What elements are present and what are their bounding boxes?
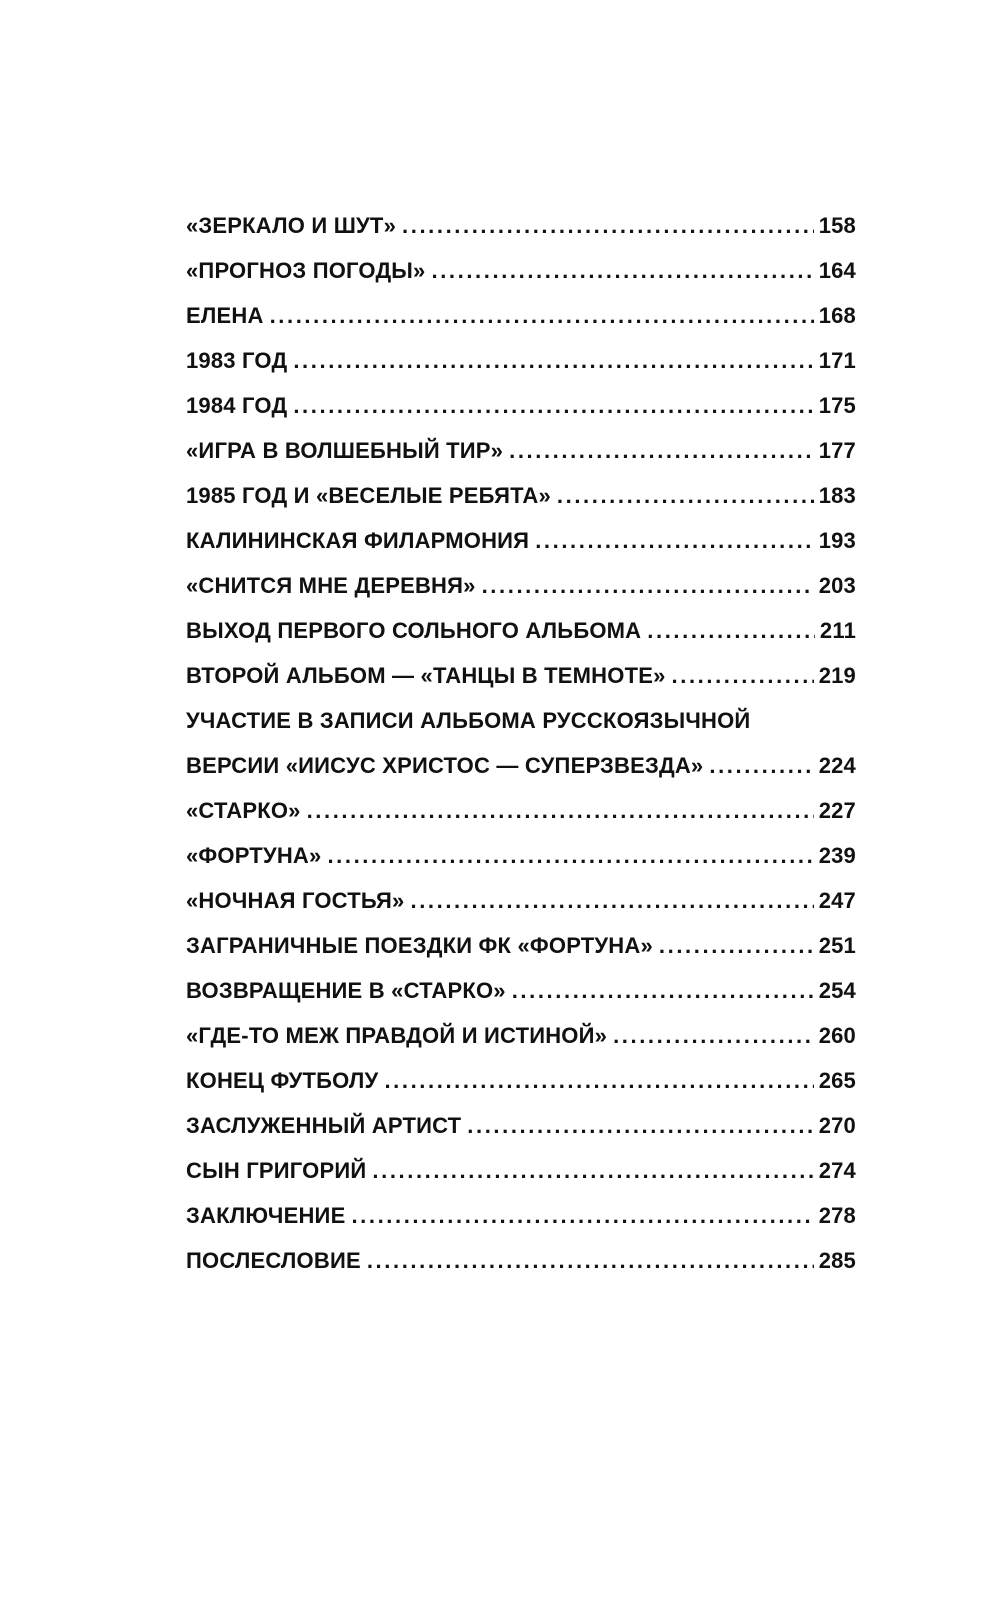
toc-entry xyxy=(186,563,856,608)
dot-leader xyxy=(411,878,814,923)
dot-leader xyxy=(613,1013,814,1058)
toc-entry-page: 203 xyxy=(818,573,856,598)
toc-entry-title: «ИГРА В ВОЛШЕБНЫЙ ТИР» xyxy=(186,438,504,463)
dot-leader xyxy=(482,563,814,608)
toc-entry-title: «НОЧНАЯ ГОСТЬЯ» xyxy=(186,888,405,913)
toc-entry-page: 260 xyxy=(818,1023,856,1048)
toc-entry xyxy=(186,203,856,248)
toc-entry xyxy=(186,653,856,698)
toc-entry-page: 224 xyxy=(818,753,856,778)
dot-leader xyxy=(557,473,814,518)
dot-leader xyxy=(647,608,815,653)
toc-entry-title: 1983 ГОД xyxy=(186,348,288,373)
toc-entry-page: 251 xyxy=(818,933,856,958)
toc-entry-page: 158 xyxy=(818,213,856,238)
toc-entry-title: 1984 ГОД xyxy=(186,393,288,418)
toc-entry xyxy=(186,788,856,833)
toc-entry xyxy=(186,878,856,923)
toc-entry-page: 254 xyxy=(818,978,856,1003)
dot-leader xyxy=(659,923,814,968)
dot-leader xyxy=(432,248,814,293)
toc-entry-title: ПОСЛЕСЛОВИЕ xyxy=(186,1248,361,1273)
dot-leader xyxy=(384,1058,813,1103)
toc-entry-page: 177 xyxy=(818,438,856,463)
toc-entry xyxy=(186,1193,856,1238)
toc-entry xyxy=(186,833,856,878)
toc-entry-page: 247 xyxy=(818,888,856,913)
toc-entry-page: 219 xyxy=(818,663,856,688)
toc-entry xyxy=(186,248,856,293)
dot-leader xyxy=(270,293,814,338)
dot-leader xyxy=(372,1148,813,1193)
dot-leader xyxy=(402,203,814,248)
toc-entry xyxy=(186,428,856,473)
toc-entry-title: КАЛИНИНСКАЯ ФИЛАРМОНИЯ xyxy=(186,528,530,553)
toc-entry-page: 211 xyxy=(819,618,856,643)
toc-entry-page: 285 xyxy=(818,1248,856,1273)
toc-entry xyxy=(186,338,856,383)
toc-entry-page: 164 xyxy=(818,258,856,283)
dot-leader xyxy=(367,1238,814,1283)
toc-entry xyxy=(186,968,856,1013)
toc-entry-title: КОНЕЦ ФУТБОЛУ xyxy=(186,1068,379,1093)
toc-entry-page: 270 xyxy=(818,1113,856,1138)
toc-entry-title: «ФОРТУНА» xyxy=(186,843,322,868)
toc-entry xyxy=(186,473,856,518)
toc-entry-title: ВТОРОЙ АЛЬБОМ — «ТАНЦЫ В ТЕМНОТЕ» xyxy=(186,663,666,688)
toc-entry-page: 193 xyxy=(818,528,856,553)
toc-entry xyxy=(186,1013,856,1058)
toc-entry-page: 171 xyxy=(818,348,856,373)
dot-leader xyxy=(535,518,813,563)
toc-entry-title: «ЗЕРКАЛО И ШУТ» xyxy=(186,213,397,238)
dot-leader xyxy=(512,968,814,1013)
toc-entry xyxy=(186,923,856,968)
toc-entry-page: 239 xyxy=(818,843,856,868)
toc-entry-title: «СНИТСЯ МНЕ ДЕРЕВНЯ» xyxy=(186,573,476,598)
toc-entry xyxy=(186,1148,856,1193)
toc-entry xyxy=(186,383,856,428)
toc-entry-title: ВЫХОД ПЕРВОГО СОЛЬНОГО АЛЬБОМА xyxy=(186,618,642,643)
toc-entry-title: ЗАСЛУЖЕННЫЙ АРТИСТ xyxy=(186,1113,462,1138)
toc-entry-title: «ПРОГНОЗ ПОГОДЫ» xyxy=(186,258,426,283)
dot-leader xyxy=(307,788,814,833)
toc-entry-page: 274 xyxy=(818,1158,856,1183)
dot-leader xyxy=(293,338,813,383)
toc-entry-title: «СТАРКО» xyxy=(186,798,301,823)
toc-entry-title: ЗАГРАНИЧНЫЕ ПОЕЗДКИ ФК «ФОРТУНА» xyxy=(186,933,653,958)
toc-entry-title: ЕЛЕНА xyxy=(186,303,264,328)
toc-entry-page: 265 xyxy=(818,1068,856,1093)
table-of-contents xyxy=(186,203,856,1283)
toc-entry xyxy=(186,608,856,653)
toc-entry xyxy=(186,1238,856,1283)
toc-entry xyxy=(186,698,856,743)
toc-entry-title: ВЕРСИИ «ИИСУС ХРИСТОС — СУПЕРЗВЕЗДА» xyxy=(186,753,704,778)
toc-entry xyxy=(186,518,856,563)
toc-entry-title: УЧАСТИЕ В ЗАПИСИ АЛЬБОМА РУССКОЯЗЫЧНОЙ xyxy=(186,708,751,733)
toc-entry xyxy=(186,293,856,338)
toc-entry-title: ЗАКЛЮЧЕНИЕ xyxy=(186,1203,346,1228)
dot-leader xyxy=(509,428,814,473)
toc-entry-title: СЫН ГРИГОРИЙ xyxy=(186,1158,367,1183)
dot-leader xyxy=(709,743,813,788)
toc-entry xyxy=(186,743,856,788)
toc-entry-page: 183 xyxy=(818,483,856,508)
toc-entry-title: «ГДЕ-ТО МЕЖ ПРАВДОЙ И ИСТИНОЙ» xyxy=(186,1023,608,1048)
toc-entry-page: 175 xyxy=(818,393,856,418)
toc-entry-title: 1985 ГОД И «ВЕСЕЛЫЕ РЕБЯТА» xyxy=(186,483,551,508)
toc-entry-page: 168 xyxy=(818,303,856,328)
toc-entry-page: 227 xyxy=(818,798,856,823)
dot-leader xyxy=(293,383,813,428)
dot-leader xyxy=(672,653,814,698)
toc-entry-page: 278 xyxy=(818,1203,856,1228)
dot-leader xyxy=(467,1103,813,1148)
toc-entry xyxy=(186,1058,856,1103)
toc-entry xyxy=(186,1103,856,1148)
toc-entry-title: ВОЗВРАЩЕНИЕ В «СТАРКО» xyxy=(186,978,506,1003)
dot-leader xyxy=(327,833,813,878)
dot-leader xyxy=(351,1193,813,1238)
